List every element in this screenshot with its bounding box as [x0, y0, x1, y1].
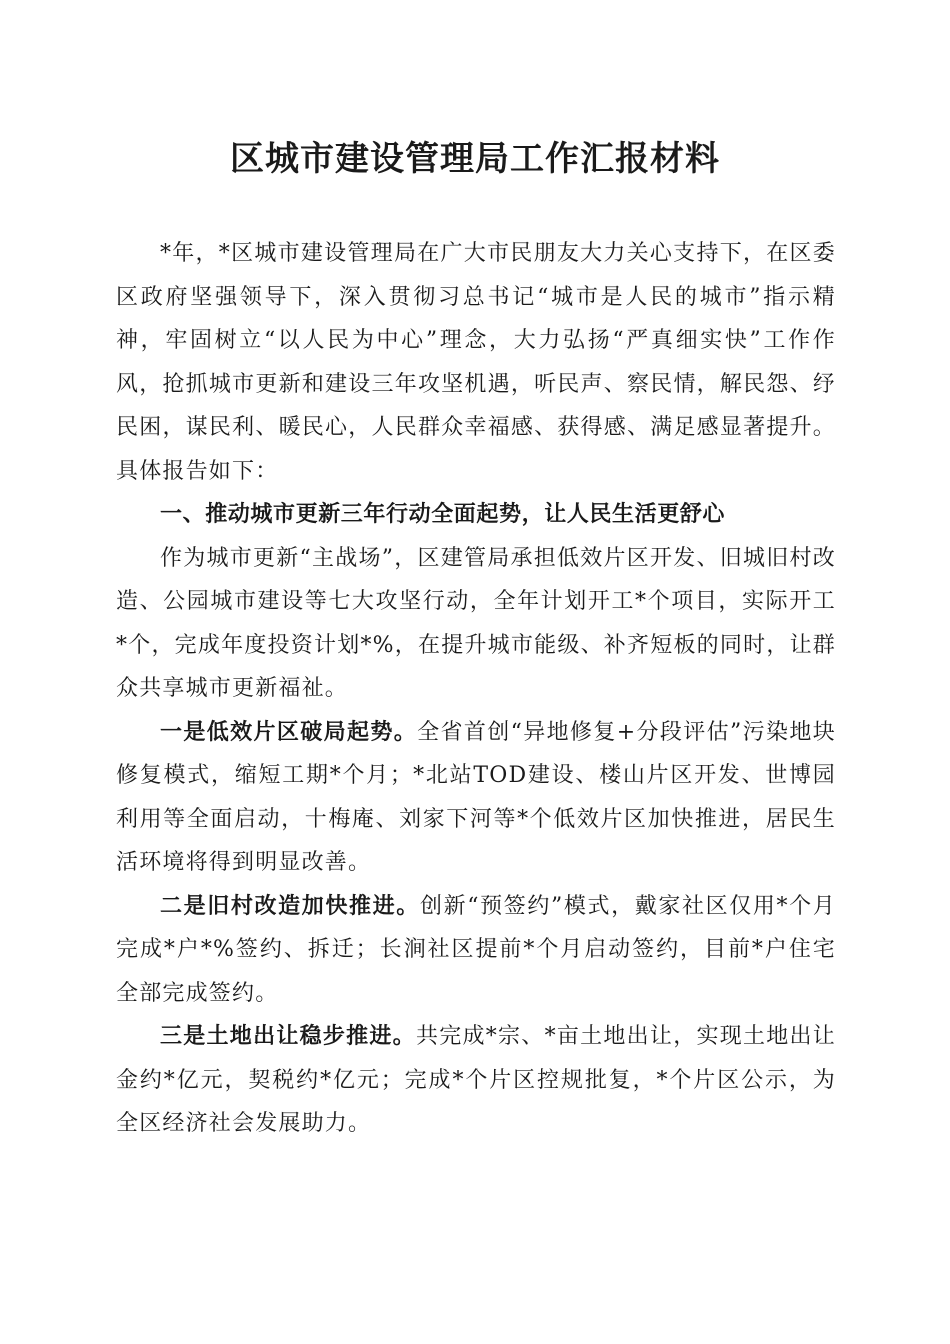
item-lead-2: 二是旧村改造加快推进。: [160, 892, 420, 919]
item-paragraph-3: [116, 1015, 836, 1146]
item-text-1: 全省首创“异地修复+分段评估”污染地块修复模式，缩短工期*个月；*北站TOD建设、楼山片区开发、世博园利用等全面启动，十梅庵、刘家下河等*个低效片区加快推进，居民生活环境将得到明显改善。: [116, 719, 836, 875]
document-title: 区城市建设管理局工作汇报材料: [230, 139, 720, 179]
item-lead-1: 一是低效片区破局起势。: [160, 718, 418, 745]
section-heading: 一、推动城市更新三年行动全面起势，让人民生活更舒心: [160, 502, 726, 527]
item-paragraph-1: [116, 711, 836, 885]
item-paragraph-2: [116, 885, 836, 1016]
item-lead-3: 三是土地出让稳步推进。: [160, 1023, 416, 1049]
item-text-2: 创新“预签约”模式，戴家社区仅用*个月完成*户*%签约、拆迁；长涧社区提前*个月启动签约，目前*户住宅全部完成签约。: [116, 893, 837, 1006]
item-text-3: 共完成*宗、*亩土地出让，实现土地出让金约*亿元，契税约*亿元；完成*个片区控规批复，*个片区公示，为全区经济社会发展助力。: [116, 1024, 837, 1136]
intro-paragraph: *年，*区城市建设管理局在广大市民朋友大力关心支持下，在区委区政府坚强领导下，深入贯彻习总书记“城市是人民的城市”指示精神，牢固树立“以人民为中心”理念，大力弘扬“严真细实快”工作作风，抢抓城市更新和建设三年攻坚机遇，听民声、察民情，解民怨、纾民困，谋民利、暖民心，人民群众幸福感、获得感、满足感显著提升。具体报告如下：: [116, 241, 836, 484]
section-overview-paragraph: 作为城市更新“主战场”，区建管局承担低效片区开发、旧城旧村改造、公园城市建设等七大攻坚行动，全年计划开工*个项目，实际开工*个，完成年度投资计划*%，在提升城市能级、补齐短板的同时，让群众共享城市更新福祉。: [116, 545, 836, 701]
document-body: [116, 232, 836, 1146]
